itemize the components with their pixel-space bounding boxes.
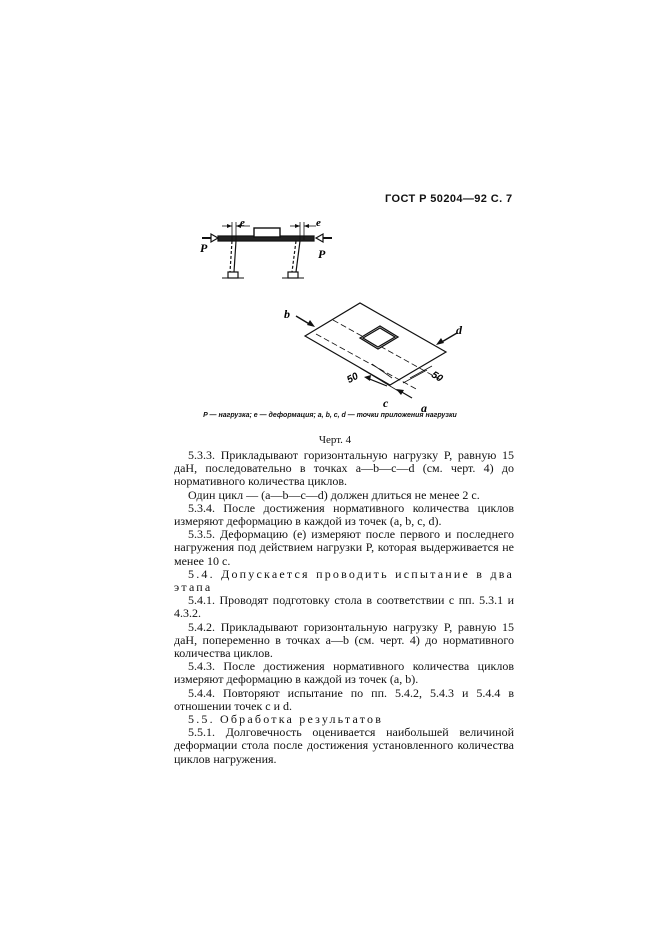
right-foot xyxy=(288,272,298,278)
paragraph: 5.4.3. После достижения нормативного количества циклов измеряют деформацию в каждой из точек (a, b). xyxy=(174,659,514,687)
label-e-left: e xyxy=(240,217,245,229)
label-e-right: e xyxy=(316,217,321,229)
label-dim-right: 50 xyxy=(429,369,445,385)
label-a: a xyxy=(421,401,427,415)
figure-caption: P — нагрузка; e — деформация; a, b, c, d — точки приложения нагрузки xyxy=(203,412,457,419)
left-leg-deformed xyxy=(230,241,232,272)
label-dim-left: 50 xyxy=(345,370,361,386)
paragraph: Один цикл — (a—b—c—d) должен длиться не менее 2 с. xyxy=(188,487,480,502)
figure-title: Черт. 4 xyxy=(318,434,352,446)
label-p-left: P xyxy=(200,241,208,255)
section-heading: 5.4. Допускается проводить испытание в два этапа xyxy=(174,566,514,595)
left-leg xyxy=(234,241,236,272)
paragraph: 5.4.4. Повторяют испытание по пп. 5.4.2, 5.4.3 и 5.4.4 в отношении точек c и d. xyxy=(174,685,514,713)
plan-view xyxy=(296,303,457,398)
right-leg xyxy=(296,241,300,272)
side-view xyxy=(202,222,332,278)
paragraph: 5.3.3. Прикладывают горизонтальную нагрузку P, равную 15 даН, последовательно в точках a—b—c—d (см. черт. 4) до нормативного количества циклов. xyxy=(174,448,514,489)
load-block xyxy=(254,228,280,237)
paragraph: 5.4.2. Прикладывают горизонтальную нагрузку P, равную 15 даН, попеременно в точках a—b (см. черт. 4) до нормативного количества циклов. xyxy=(174,619,514,661)
label-c: c xyxy=(383,396,389,410)
paragraph: 5.5.1. Долговечность оценивается наибольшей величиной деформации стола после достижения установленного количества циклов нагружения. xyxy=(174,725,514,766)
section-heading: 5.5. Обработка результатов xyxy=(188,712,384,727)
label-b: b xyxy=(284,307,290,321)
paragraph: 5.3.5. Деформацию (e) измеряют после первого и последнего нагружения под действием нагрузки P, которая выдерживается не менее 10 с. xyxy=(174,527,514,568)
paragraph: 5.4.1. Проводят подготовку стола в соответствии с пп. 5.3.1 и 4.3.2. xyxy=(174,593,514,621)
paragraph: 5.3.4. После достижения нормативного количества циклов измеряют деформацию в каждой из точек (a, b, c, d). xyxy=(174,500,514,529)
label-p-right: P xyxy=(318,247,326,261)
label-d: d xyxy=(456,323,462,337)
page-header: ГОСТ Р 50204—92 С. 7 xyxy=(385,193,513,205)
body-text xyxy=(174,449,514,766)
right-leg-deformed xyxy=(292,241,296,272)
left-foot xyxy=(228,272,238,278)
